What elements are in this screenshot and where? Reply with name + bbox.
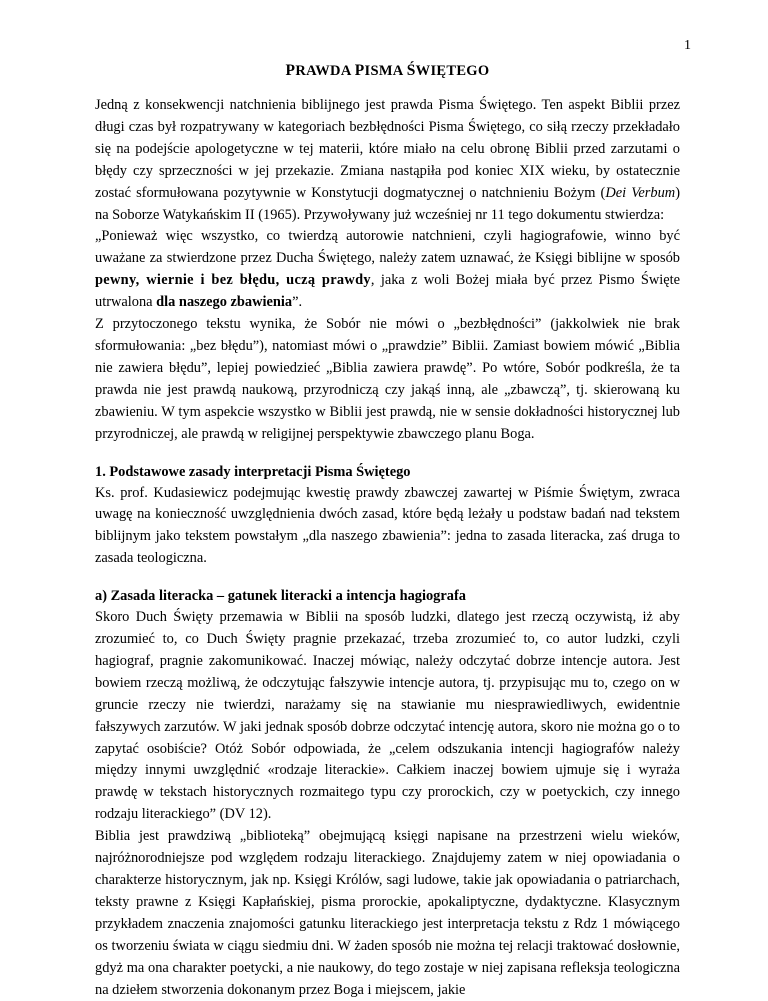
document-body xyxy=(95,62,680,1001)
section-heading-a: a) Zasada literacka – gatunek literacki a intencja hagiografa xyxy=(95,588,466,605)
intro-paragraph: Jedną z konsekwencji natchnienia biblijnego jest prawda Pisma Świętego. Ten aspekt Biblii przez długi czas był rozpatrywany w kategoriach bezbłędności Pisma Świętego, co siłą rzeczy przekładało się na podejście apologetyczne w tej materii, które miało na celu obronę Biblii przed zarzutami o błędy czy sprzeczności w jej przekazie. Zmiana nastąpiła pod koniec XIX wieku, by ostatecznie zostać sformułowana pozytywnie w Konstytucji dogmatycznej o natchnieniu Bożym (Dei Verbum) na Soborze Watykańskim II (1965). Przywoływany już wcześniej nr 11 tego dokumentu stwierdza: xyxy=(95,97,680,223)
commentary-paragraph: Z przytoczonego tekstu wynika, że Sobór nie mówi o „bezbłędności” (jakkolwiek nie brak sformułowania: „bez błędu”), natomiast mówi o „prawdzie” Biblii. Zamiast bowiem mówić „Biblia nie zawiera błędu”, lepiej powiedzieć „Biblia zawiera prawdę”. Po wtóre, Sobór podkreśla, że ta prawda nie jest prawdą naukową, przyrodniczą czy jakąś inną, ale „zbawczą”, tj. skierowaną ku zbawieniu. W tym aspekcie wszystko w Biblii jest prawdą, nie w sensie dokładności historycznej lub przyrodniczej, ale prawdą w religijnej perspektywie zbawczego planu Boga. xyxy=(95,316,680,442)
page-title: PRAWDA PISMA ŚWIĘTEGO xyxy=(285,62,490,79)
section-a-paragraph-1: Skoro Duch Święty przemawia w Biblii na sposób ludzki, dlatego jest rzeczą oczywistą, iż aby zrozumieć to, co Duch Święty pragnie przekazać, trzeba zrozumieć to, co autor ludzki, czyli hagiograf, pragnie zakomunikować. Inaczej mówiąc, należy odczytać dobrze intencje autora. Jest bowiem rzeczą możliwą, że odczytując fałszywie intencje autora, tj. przypisując mu to, czego on w gruncie rzeczy nie twierdzi, narażamy się na stawianie mu niesprawiedliwych, ewidentnie fałszywych zarzutów. W jaki jednak sposób dobrze odczytać intencję autora, skoro nie można go o to zapytać osobiście? Otóż Sobór odpowiada, że „celem odszukania intencji hagiografów należy między innymi uwzględnić «rodzaje literackie». Całkiem inaczej bowiem ujmuje się i wyraża prawdę w tekstach historycznych rozmaitego typu czy prorockich, czy w poetyckich, czy innego rodzaju literackiego” (DV 12). xyxy=(95,609,680,823)
council-quote: „Ponieważ więc wszystko, co twierdzą autorowie natchnieni, czyli hagiografowie, winno być uważane za stwierdzone przez Ducha Świętego, należy zatem uznawać, że Księgi biblijne w sposób pewny, wiernie i bez błędu, uczą prawdy, jaka z woli Bożej miała być przez Pismo Święte utrwalona dla naszego zbawienia”. xyxy=(95,228,681,311)
section-heading-1: 1. Podstawowe zasady interpretacji Pisma Świętego xyxy=(95,463,411,480)
section-1-paragraph: Ks. prof. Kudasiewicz podejmując kwestię prawdy zbawczej zawartej w Piśmie Świętym, zwraca uwagę na konieczność uwzględnienia dwóch zasad, które będą leżały u podstaw badań nad tekstem biblijnym jako tekstem powstałym „dla naszego zbawienia”: jedna to zasada literacka, zaś druga to zasada teologiczna. xyxy=(95,484,680,567)
page-number: 1 xyxy=(684,38,691,53)
section-a-paragraph-2: Biblia jest prawdziwą „biblioteką” obejmującą księgi napisane na przestrzeni wielu wieków, najróżnorodniejsze pod względem rodzaju literackiego. Znajdujemy zatem w niej opowiadania o charakterze historycznym, jak np. Księgi Królów, sagi ludowe, takie jak opowiadania o patriarchach, teksty prawne z Księgi Kapłańskiej, pisma prorockie, apokaliptyczne, dydaktyczne. Klasycznym przykładem znaczenia znajomości gatunku literackiego jest interpretacja tekstu z Rdz 1 mówiącego os tworzeniu świata w ciągu siedmiu dni. W żaden sposób nie można tej relacji traktować dosłownie, gdyż ma ona charakter poetycki, a nie naukowy, do tego zostaje w niej zapisana refleksja teologiczna na dziełem stworzenia dokonanym przez Boga i miejscem, jakie xyxy=(95,828,680,998)
